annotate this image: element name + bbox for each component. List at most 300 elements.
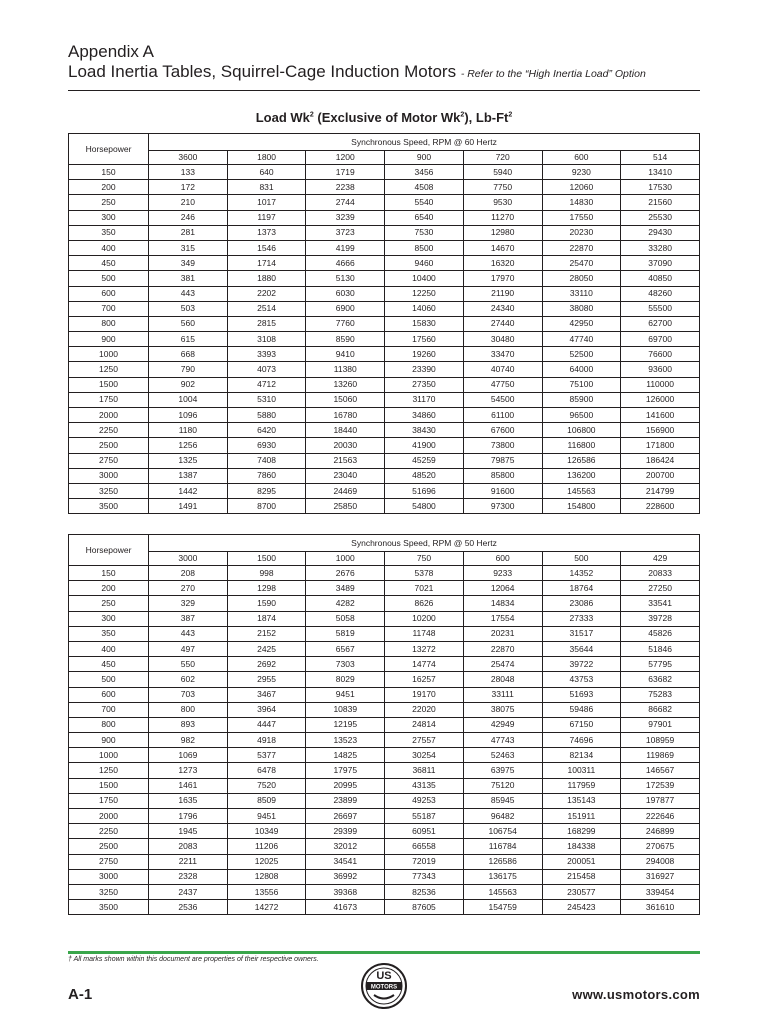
inertia-value-cell: 154759 (463, 900, 542, 915)
table-row (69, 392, 700, 407)
inertia-value-cell: 443 (149, 286, 228, 301)
inertia-value-cell: 171800 (621, 438, 700, 453)
inertia-value-cell: 2083 (149, 839, 228, 854)
inertia-value-cell: 790 (149, 362, 228, 377)
inertia-value-cell: 5540 (385, 195, 464, 210)
inertia-value-cell: 1546 (227, 240, 306, 255)
inertia-value-cell: 156900 (621, 423, 700, 438)
inertia-value-cell: 86682 (621, 702, 700, 717)
table-row (69, 717, 700, 732)
table-row (69, 165, 700, 180)
inertia-value-cell: 72019 (385, 854, 464, 869)
inertia-value-cell: 172 (149, 180, 228, 195)
inertia-value-cell: 17560 (385, 332, 464, 347)
inertia-value-cell: 1880 (227, 271, 306, 286)
inertia-value-cell: 21563 (306, 453, 385, 468)
inertia-value-cell: 60951 (385, 824, 464, 839)
table-body (69, 566, 700, 915)
horsepower-cell: 350 (69, 225, 149, 240)
horsepower-cell: 900 (69, 332, 149, 347)
speed-column-header: 3600 (149, 151, 228, 165)
inertia-value-cell: 2152 (227, 626, 306, 641)
inertia-value-cell: 349 (149, 256, 228, 271)
horsepower-cell: 350 (69, 626, 149, 641)
inertia-value-cell: 5819 (306, 626, 385, 641)
inertia-value-cell: 602 (149, 672, 228, 687)
website-url: www.usmotors.com (572, 987, 700, 1002)
inertia-value-cell: 1180 (149, 423, 228, 438)
inertia-value-cell: 33541 (621, 596, 700, 611)
inertia-value-cell: 550 (149, 657, 228, 672)
table-row (69, 839, 700, 854)
horsepower-cell: 900 (69, 733, 149, 748)
inertia-value-cell: 38430 (385, 423, 464, 438)
inertia-value-cell: 154800 (542, 499, 621, 514)
inertia-value-cell: 9230 (542, 165, 621, 180)
inertia-value-cell: 37090 (621, 256, 700, 271)
inertia-value-cell: 135143 (542, 793, 621, 808)
inertia-value-cell: 443 (149, 626, 228, 641)
inertia-value-cell: 67600 (463, 423, 542, 438)
horsepower-cell: 450 (69, 256, 149, 271)
table-row (69, 316, 700, 331)
inertia-value-cell: 2744 (306, 195, 385, 210)
inertia-value-cell: 14834 (463, 596, 542, 611)
inertia-value-cell: 7530 (385, 225, 464, 240)
inertia-value-cell: 54500 (463, 392, 542, 407)
inertia-value-cell: 19260 (385, 347, 464, 362)
footer-divider (68, 951, 700, 954)
inertia-value-cell: 151911 (542, 809, 621, 824)
inertia-value-cell: 2692 (227, 657, 306, 672)
table-row (69, 286, 700, 301)
inertia-value-cell: 3108 (227, 332, 306, 347)
table-row (69, 566, 700, 581)
page-header (68, 42, 700, 84)
horsepower-cell: 600 (69, 286, 149, 301)
inertia-value-cell: 79875 (463, 453, 542, 468)
table-row (69, 900, 700, 915)
inertia-value-cell: 33110 (542, 286, 621, 301)
heading-superscript: 2 (309, 111, 314, 119)
inertia-value-cell: 55187 (385, 809, 464, 824)
inertia-value-cell: 6900 (306, 301, 385, 316)
inertia-value-cell: 9233 (463, 566, 542, 581)
heading-part: (Exclusive of Motor Wk (313, 110, 461, 125)
inertia-value-cell: 2536 (149, 900, 228, 915)
inertia-value-cell: 16320 (463, 256, 542, 271)
inertia-value-cell: 31517 (542, 626, 621, 641)
table-body (69, 165, 700, 514)
inertia-value-cell: 38075 (463, 702, 542, 717)
inertia-value-cell: 136175 (463, 869, 542, 884)
inertia-value-cell: 12980 (463, 225, 542, 240)
inertia-value-cell: 24469 (306, 483, 385, 498)
horsepower-header: Horsepower (69, 535, 149, 566)
horsepower-cell: 1000 (69, 748, 149, 763)
inertia-value-cell: 7408 (227, 453, 306, 468)
table-row (69, 499, 700, 514)
inertia-value-cell: 270 (149, 581, 228, 596)
table-row (69, 824, 700, 839)
inertia-value-cell: 85945 (463, 793, 542, 808)
inertia-value-cell: 13260 (306, 377, 385, 392)
inertia-value-cell: 245423 (542, 900, 621, 915)
horsepower-cell: 200 (69, 180, 149, 195)
inertia-value-cell: 1796 (149, 809, 228, 824)
inertia-value-cell: 93600 (621, 362, 700, 377)
speed-header-row (69, 151, 700, 165)
inertia-value-cell: 186424 (621, 453, 700, 468)
inertia-value-cell: 1004 (149, 392, 228, 407)
inertia-value-cell: 47743 (463, 733, 542, 748)
inertia-value-cell: 38080 (542, 301, 621, 316)
inertia-value-cell: 1298 (227, 581, 306, 596)
table-row (69, 581, 700, 596)
speed-column-header: 429 (621, 552, 700, 566)
inertia-value-cell: 902 (149, 377, 228, 392)
inertia-value-cell: 22020 (385, 702, 464, 717)
page-number: A-1 (68, 986, 93, 1003)
inertia-value-cell: 51846 (621, 641, 700, 656)
inertia-value-cell: 6478 (227, 763, 306, 778)
horsepower-cell: 500 (69, 271, 149, 286)
inertia-value-cell: 116784 (463, 839, 542, 854)
inertia-value-cell: 146567 (621, 763, 700, 778)
inertia-value-cell: 28050 (542, 271, 621, 286)
horsepower-cell: 3250 (69, 884, 149, 899)
inertia-value-cell: 1461 (149, 778, 228, 793)
inertia-value-cell: 228600 (621, 499, 700, 514)
inertia-value-cell: 32012 (306, 839, 385, 854)
table-row (69, 854, 700, 869)
inertia-value-cell: 17970 (463, 271, 542, 286)
inertia-value-cell: 20030 (306, 438, 385, 453)
inertia-value-cell: 13410 (621, 165, 700, 180)
inertia-value-cell: 16780 (306, 408, 385, 423)
inertia-value-cell: 97901 (621, 717, 700, 732)
inertia-value-cell: 57795 (621, 657, 700, 672)
inertia-value-cell: 640 (227, 165, 306, 180)
inertia-value-cell: 39722 (542, 657, 621, 672)
inertia-value-cell: 34860 (385, 408, 464, 423)
inertia-value-cell: 33111 (463, 687, 542, 702)
inertia-value-cell: 8029 (306, 672, 385, 687)
inertia-value-cell: 63682 (621, 672, 700, 687)
inertia-value-cell: 43135 (385, 778, 464, 793)
inertia-value-cell: 19170 (385, 687, 464, 702)
inertia-value-cell: 230577 (542, 884, 621, 899)
horsepower-cell: 2750 (69, 453, 149, 468)
inertia-value-cell: 13272 (385, 641, 464, 656)
inertia-value-cell: 49253 (385, 793, 464, 808)
appendix-label: Appendix A (68, 42, 155, 61)
horsepower-cell: 400 (69, 240, 149, 255)
inertia-value-cell: 703 (149, 687, 228, 702)
inertia-value-cell: 8509 (227, 793, 306, 808)
inertia-value-cell: 21190 (463, 286, 542, 301)
speed-header-row (69, 552, 700, 566)
inertia-value-cell: 23086 (542, 596, 621, 611)
inertia-value-cell: 75283 (621, 687, 700, 702)
inertia-value-cell: 17975 (306, 763, 385, 778)
inertia-value-cell: 106754 (463, 824, 542, 839)
inertia-value-cell: 39728 (621, 611, 700, 626)
table-row (69, 210, 700, 225)
table-row (69, 423, 700, 438)
inertia-value-cell: 12025 (227, 854, 306, 869)
inertia-value-cell: 59486 (542, 702, 621, 717)
inertia-value-cell: 27440 (463, 316, 542, 331)
inertia-value-cell: 4447 (227, 717, 306, 732)
inertia-value-cell: 4918 (227, 733, 306, 748)
sync-speed-header: Synchronous Speed, RPM @ 50 Hertz (149, 535, 700, 552)
inertia-value-cell: 294008 (621, 854, 700, 869)
inertia-value-cell: 87605 (385, 900, 464, 915)
inertia-value-cell: 615 (149, 332, 228, 347)
table-row (69, 884, 700, 899)
horsepower-cell: 400 (69, 641, 149, 656)
inertia-value-cell: 14352 (542, 566, 621, 581)
inertia-value-cell: 668 (149, 347, 228, 362)
inertia-value-cell: 48520 (385, 468, 464, 483)
inertia-value-cell: 34541 (306, 854, 385, 869)
inertia-value-cell: 2676 (306, 566, 385, 581)
inertia-value-cell: 315 (149, 240, 228, 255)
horsepower-cell: 1250 (69, 763, 149, 778)
inertia-value-cell: 210 (149, 195, 228, 210)
speed-column-header: 1800 (227, 151, 306, 165)
inertia-value-cell: 6540 (385, 210, 464, 225)
inertia-value-cell: 5940 (463, 165, 542, 180)
inertia-value-cell: 67150 (542, 717, 621, 732)
inertia-value-cell: 52500 (542, 347, 621, 362)
svg-text:US: US (376, 970, 392, 982)
inertia-value-cell: 387 (149, 611, 228, 626)
inertia-value-cell: 39368 (306, 884, 385, 899)
table-row (69, 733, 700, 748)
horsepower-cell: 150 (69, 165, 149, 180)
inertia-value-cell: 69700 (621, 332, 700, 347)
inertia-value-cell: 339454 (621, 884, 700, 899)
inertia-value-cell: 100311 (542, 763, 621, 778)
inertia-value-cell: 1197 (227, 210, 306, 225)
speed-column-header: 1500 (227, 552, 306, 566)
inertia-value-cell: 9451 (306, 687, 385, 702)
footnote: † All marks shown within this document are properties of their respective owners. (68, 956, 319, 963)
inertia-value-cell: 42949 (463, 717, 542, 732)
inertia-value-cell: 7520 (227, 778, 306, 793)
inertia-value-cell: 23899 (306, 793, 385, 808)
table-row (69, 763, 700, 778)
heading-part: ), Lb-Ft (464, 110, 509, 125)
inertia-value-cell: 27557 (385, 733, 464, 748)
inertia-value-cell: 172539 (621, 778, 700, 793)
horsepower-cell: 3500 (69, 499, 149, 514)
inertia-value-cell: 4199 (306, 240, 385, 255)
speed-column-header: 514 (621, 151, 700, 165)
svg-text:MOTORS: MOTORS (370, 984, 398, 991)
table-row (69, 225, 700, 240)
inertia-value-cell: 77343 (385, 869, 464, 884)
inertia-value-cell: 1635 (149, 793, 228, 808)
inertia-value-cell: 5310 (227, 392, 306, 407)
horsepower-cell: 2500 (69, 438, 149, 453)
inertia-value-cell: 4508 (385, 180, 464, 195)
title-note: - Refer to the “High Inertia Load” Option (460, 68, 646, 80)
inertia-value-cell: 76600 (621, 347, 700, 362)
inertia-value-cell: 116800 (542, 438, 621, 453)
inertia-value-cell: 74696 (542, 733, 621, 748)
inertia-value-cell: 17530 (621, 180, 700, 195)
inertia-value-cell: 3723 (306, 225, 385, 240)
inertia-value-cell: 10349 (227, 824, 306, 839)
inertia-value-cell: 40850 (621, 271, 700, 286)
horsepower-cell: 3250 (69, 483, 149, 498)
inertia-value-cell: 36992 (306, 869, 385, 884)
inertia-value-cell: 2202 (227, 286, 306, 301)
horsepower-cell: 2750 (69, 854, 149, 869)
inertia-value-cell: 63975 (463, 763, 542, 778)
table-row (69, 256, 700, 271)
inertia-value-cell: 4073 (227, 362, 306, 377)
inertia-value-cell: 42950 (542, 316, 621, 331)
inertia-value-cell: 1256 (149, 438, 228, 453)
inertia-value-cell: 1017 (227, 195, 306, 210)
table-row (69, 778, 700, 793)
heading-superscript: 2 (508, 111, 513, 119)
table-row (69, 687, 700, 702)
inertia-value-cell: 119869 (621, 748, 700, 763)
table-row (69, 748, 700, 763)
horsepower-header: Horsepower (69, 134, 149, 165)
speed-column-header: 3000 (149, 552, 228, 566)
inertia-value-cell: 5880 (227, 408, 306, 423)
inertia-value-cell: 1325 (149, 453, 228, 468)
inertia-value-cell: 497 (149, 641, 228, 656)
inertia-value-cell: 51693 (542, 687, 621, 702)
inertia-value-cell: 503 (149, 301, 228, 316)
inertia-value-cell: 3964 (227, 702, 306, 717)
inertia-value-cell: 4712 (227, 377, 306, 392)
table-row (69, 869, 700, 884)
inertia-value-cell: 208 (149, 566, 228, 581)
horsepower-cell: 250 (69, 596, 149, 611)
inertia-value-cell: 1874 (227, 611, 306, 626)
inertia-value-cell: 1273 (149, 763, 228, 778)
inertia-value-cell: 26697 (306, 809, 385, 824)
inertia-value-cell: 8295 (227, 483, 306, 498)
speed-column-header: 900 (385, 151, 464, 165)
horsepower-cell: 300 (69, 210, 149, 225)
inertia-value-cell: 23040 (306, 468, 385, 483)
inertia-value-cell: 20833 (621, 566, 700, 581)
inertia-value-cell: 3489 (306, 581, 385, 596)
table-row (69, 596, 700, 611)
inertia-value-cell: 222646 (621, 809, 700, 824)
inertia-value-cell: 27333 (542, 611, 621, 626)
horsepower-cell: 800 (69, 316, 149, 331)
inertia-value-cell: 9451 (227, 809, 306, 824)
inertia-value-cell: 200700 (621, 468, 700, 483)
inertia-value-cell: 14272 (227, 900, 306, 915)
inertia-value-cell: 10200 (385, 611, 464, 626)
speed-column-header: 600 (463, 552, 542, 566)
table-row (69, 362, 700, 377)
speed-column-header: 1000 (306, 552, 385, 566)
inertia-value-cell: 560 (149, 316, 228, 331)
inertia-value-cell: 2211 (149, 854, 228, 869)
horsepower-cell: 2500 (69, 839, 149, 854)
inertia-value-cell: 5377 (227, 748, 306, 763)
table-row (69, 672, 700, 687)
inertia-value-cell: 316927 (621, 869, 700, 884)
table-row (69, 377, 700, 392)
inertia-value-cell: 7750 (463, 180, 542, 195)
inertia-value-cell: 25470 (542, 256, 621, 271)
inertia-value-cell: 1442 (149, 483, 228, 498)
inertia-value-cell: 64000 (542, 362, 621, 377)
inertia-value-cell: 1714 (227, 256, 306, 271)
horsepower-cell: 1500 (69, 377, 149, 392)
table-row (69, 195, 700, 210)
inertia-value-cell: 14670 (463, 240, 542, 255)
inertia-value-cell: 41900 (385, 438, 464, 453)
inertia-value-cell: 2514 (227, 301, 306, 316)
inertia-value-cell: 270675 (621, 839, 700, 854)
horsepower-cell: 500 (69, 672, 149, 687)
inertia-value-cell: 75100 (542, 377, 621, 392)
inertia-value-cell: 381 (149, 271, 228, 286)
horsepower-cell: 800 (69, 717, 149, 732)
inertia-value-cell: 20995 (306, 778, 385, 793)
inertia-value-cell: 96482 (463, 809, 542, 824)
table-row (69, 793, 700, 808)
inertia-value-cell: 12195 (306, 717, 385, 732)
inertia-value-cell: 45826 (621, 626, 700, 641)
speed-column-header: 1200 (306, 151, 385, 165)
inertia-value-cell: 6930 (227, 438, 306, 453)
horsepower-cell: 1750 (69, 793, 149, 808)
table-row (69, 809, 700, 824)
inertia-value-cell: 16257 (385, 672, 464, 687)
horsepower-cell: 600 (69, 687, 149, 702)
inertia-value-cell: 133 (149, 165, 228, 180)
inertia-value-cell: 2425 (227, 641, 306, 656)
inertia-value-cell: 18440 (306, 423, 385, 438)
us-motors-logo (360, 962, 408, 1010)
inertia-value-cell: 43753 (542, 672, 621, 687)
inertia-value-cell: 85800 (463, 468, 542, 483)
inertia-value-cell: 9460 (385, 256, 464, 271)
horsepower-cell: 3000 (69, 468, 149, 483)
inertia-value-cell: 11270 (463, 210, 542, 225)
speed-column-header: 600 (542, 151, 621, 165)
inertia-value-cell: 61100 (463, 408, 542, 423)
inertia-value-cell: 23390 (385, 362, 464, 377)
heading-part: Load Wk (255, 110, 310, 125)
inertia-value-cell: 184338 (542, 839, 621, 854)
inertia-value-cell: 18764 (542, 581, 621, 596)
inertia-value-cell: 10400 (385, 271, 464, 286)
speed-column-header: 500 (542, 552, 621, 566)
inertia-value-cell: 1096 (149, 408, 228, 423)
inertia-value-cell: 6030 (306, 286, 385, 301)
inertia-value-cell: 24814 (385, 717, 464, 732)
inertia-value-cell: 6420 (227, 423, 306, 438)
speed-column-header: 720 (463, 151, 542, 165)
inertia-value-cell: 25850 (306, 499, 385, 514)
